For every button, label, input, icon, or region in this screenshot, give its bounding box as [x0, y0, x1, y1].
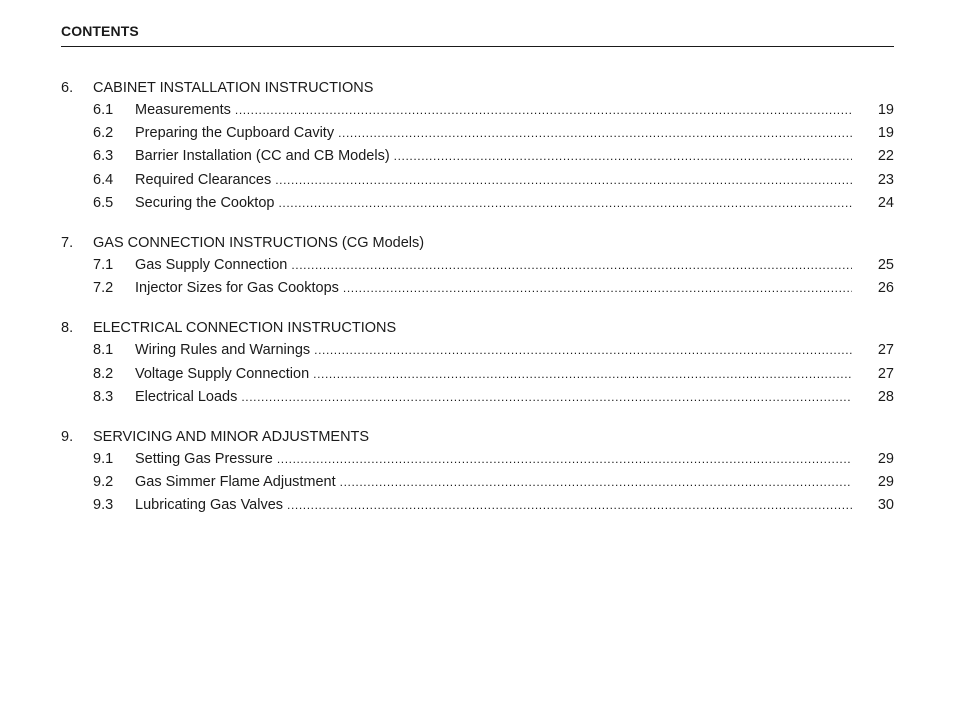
section-number: 8.: [61, 320, 74, 337]
section-title: CABINET INSTALLATION INSTRUCTIONS: [93, 80, 374, 96]
entry-page-number: 29: [877, 474, 894, 491]
section-number: 9.: [61, 428, 74, 445]
table-of-contents: [61, 78, 894, 535]
entry-number: 8.3: [93, 388, 114, 405]
dot-leader: [313, 363, 852, 386]
section-number: 6.: [61, 80, 74, 96]
entry-label: Electrical Loads: [135, 388, 238, 405]
dot-leader: [277, 448, 852, 471]
entry-number: 8.2: [93, 365, 114, 382]
toc-section-8: [61, 318, 894, 409]
toc-entry[interactable]: [61, 339, 894, 362]
section-heading[interactable]: [61, 233, 894, 254]
entry-page-number: 23: [877, 171, 894, 188]
entry-label: Lubricating Gas Valves: [135, 497, 284, 514]
entry-label: Securing the Cooktop: [135, 194, 275, 211]
entry-number: 6.2: [93, 125, 114, 142]
toc-section-7: [61, 233, 894, 300]
entry-label: Setting Gas Pressure: [135, 450, 273, 467]
entry-number: 6.4: [93, 171, 114, 188]
dot-leader: [275, 169, 852, 192]
entry-page-number: 30: [877, 497, 894, 514]
page-title: CONTENTS: [61, 23, 139, 39]
entry-label: Measurements: [135, 102, 231, 118]
section-number: 7.: [61, 234, 74, 251]
entry-number: 7.1: [93, 256, 114, 273]
entry-label: Voltage Supply Connection: [135, 365, 310, 382]
entry-number: 9.2: [93, 474, 114, 491]
toc-section-6: [61, 78, 894, 215]
toc-entry[interactable]: [61, 99, 894, 122]
entry-label: Wiring Rules and Warnings: [135, 342, 311, 359]
entry-page-number: 26: [877, 280, 894, 297]
entry-page-number: 29: [877, 450, 894, 467]
dot-leader: [278, 192, 852, 215]
entry-label: Gas Simmer Flame Adjustment: [135, 474, 336, 491]
dot-leader: [340, 471, 852, 494]
entry-page-number: 19: [877, 102, 894, 118]
entry-number: 9.1: [93, 450, 114, 467]
toc-entry[interactable]: [61, 145, 894, 168]
toc-entry[interactable]: [61, 494, 894, 517]
entry-number: 7.2: [93, 280, 114, 297]
section-title: GAS CONNECTION INSTRUCTIONS (CG Models): [93, 234, 425, 251]
entry-label: Preparing the Cupboard Cavity: [135, 125, 335, 142]
entry-label: Required Clearances: [135, 171, 272, 188]
section-heading[interactable]: [61, 78, 894, 99]
section-title: SERVICING AND MINOR ADJUSTMENTS: [93, 428, 370, 445]
entry-page-number: 24: [877, 194, 894, 211]
dot-leader: [394, 145, 852, 168]
dot-leader: [314, 339, 852, 362]
toc-entry[interactable]: [61, 448, 894, 471]
dot-leader: [241, 386, 852, 409]
toc-entry[interactable]: [61, 122, 894, 145]
dot-leader: [343, 277, 852, 300]
entry-number: 6.5: [93, 194, 114, 211]
entry-label: Injector Sizes for Gas Cooktops: [135, 280, 339, 297]
entry-number: 8.1: [93, 342, 114, 359]
entry-number: 9.3: [93, 497, 114, 514]
toc-section-9: [61, 427, 894, 518]
header-divider: [61, 46, 894, 47]
entry-page-number: 22: [877, 148, 894, 165]
toc-entry[interactable]: [61, 363, 894, 386]
entry-page-number: 27: [877, 342, 894, 359]
toc-entry[interactable]: [61, 192, 894, 215]
dot-leader: [235, 99, 852, 122]
toc-entry[interactable]: [61, 471, 894, 494]
toc-entry[interactable]: [61, 277, 894, 300]
toc-entry[interactable]: [61, 386, 894, 409]
entry-label: Gas Supply Connection: [135, 256, 288, 273]
entry-page-number: 27: [877, 365, 894, 382]
toc-entry[interactable]: [61, 169, 894, 192]
entry-page-number: 19: [877, 125, 894, 142]
dot-leader: [291, 254, 852, 277]
dot-leader: [338, 122, 852, 145]
entry-number: 6.3: [93, 148, 114, 165]
entry-label: Barrier Installation (CC and CB Models): [135, 148, 390, 165]
toc-entry[interactable]: [61, 254, 894, 277]
dot-leader: [287, 494, 852, 517]
entry-page-number: 28: [877, 388, 894, 405]
entry-page-number: 25: [877, 256, 894, 273]
entry-number: 6.1: [93, 102, 114, 118]
section-title: ELECTRICAL CONNECTION INSTRUCTIONS: [93, 320, 397, 337]
section-heading[interactable]: [61, 318, 894, 339]
section-heading[interactable]: [61, 427, 894, 448]
